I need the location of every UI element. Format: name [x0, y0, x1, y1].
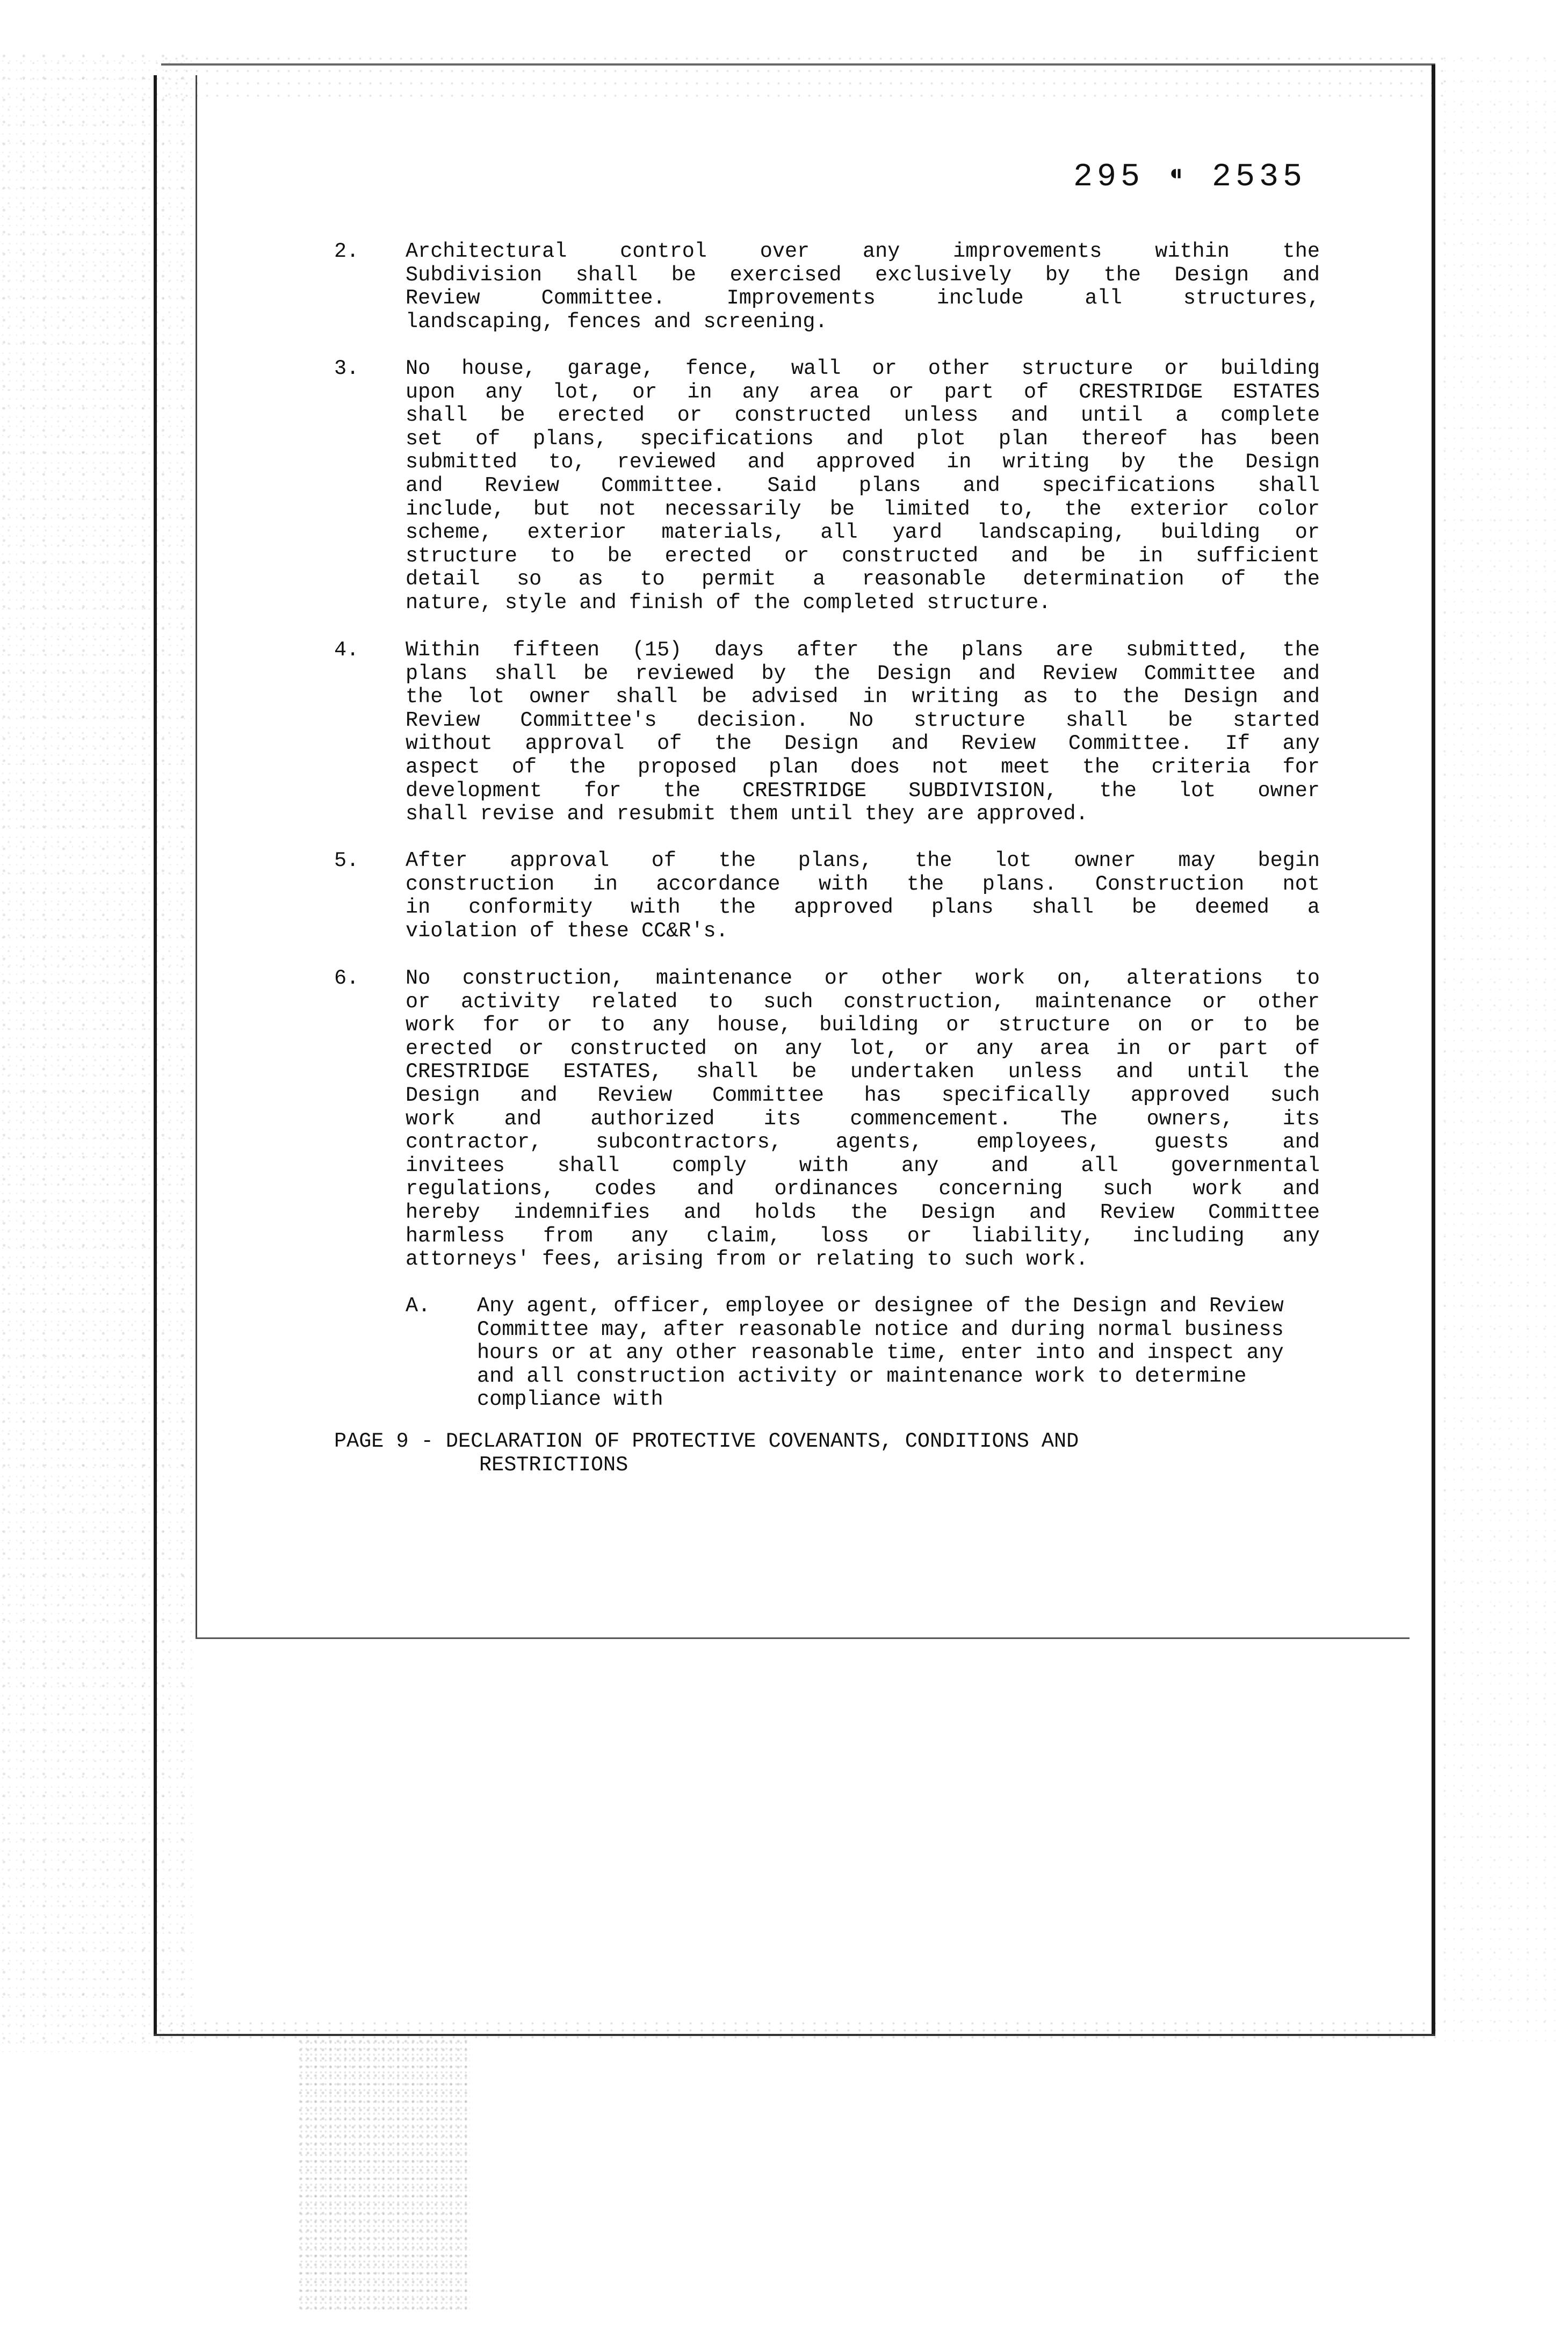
text-line: work for or to any house, building or structure on or to be [406, 1013, 1320, 1037]
paragraph-body [406, 967, 1320, 1272]
paragraph-number: 4. [334, 638, 359, 662]
text-line: Review Committee. Improvements include all structures, [406, 286, 1320, 311]
text-line: detail so as to permit a reasonable determination of the [406, 567, 1320, 591]
inner-sheet-edge-bottom [196, 1637, 1410, 1639]
text-line: CRESTRIDGE ESTATES, shall be undertaken unless and until the [406, 1060, 1320, 1084]
text-line: without approval of the Design and Review Committee. If any [406, 732, 1320, 756]
text-line: activity or maintenance work to determine compliance with [477, 1364, 1247, 1412]
text-line: No construction, maintenance or other work on, alterations to [406, 966, 1320, 990]
text-line: No house, garage, fence, wall or other structure or building [406, 357, 1320, 380]
subparagraph-letter: A. [406, 1294, 431, 1318]
text-line: work and authorized its commencement. The owners, its [406, 1107, 1320, 1131]
text-line: erected or constructed on any lot, or any area in or part of [406, 1036, 1320, 1060]
text-line: structure to be erected or constructed and be in sufficient [406, 544, 1320, 568]
text-line: contractor, subcontractors, agents, employees, guests and [406, 1130, 1320, 1154]
text-line: Any agent, officer, employee or designee of the Design [477, 1294, 1147, 1318]
text-line: upon any lot, or in any area or part of CRESTRIDGE ESTATES [406, 380, 1320, 404]
text-line: in conformity with the approved plans shall be deemed a [406, 896, 1320, 920]
text-line: Review Committee's decision. No structure shall be started [406, 708, 1320, 732]
text-line: include, but not necessarily be limited to, the exterior color [406, 497, 1320, 521]
text-line: development for the CRESTRIDGE SUBDIVISION, the lot owner [406, 778, 1320, 803]
text-line: the lot owner shall be advised in writing as to the Design and [406, 685, 1320, 709]
paragraph-body [406, 639, 1320, 826]
text-line: nature, style and finish of the completed structure. [406, 590, 1051, 615]
paragraph-number: 3. [334, 357, 359, 380]
text-line: plans shall be reviewed by the Design and Review Committee and [406, 661, 1320, 685]
scan-noise-top [161, 54, 1450, 97]
text-line: Subdivision shall be exercised exclusively by the Design and [406, 263, 1320, 287]
text-line: shall be erected or constructed unless and until a complete [406, 403, 1320, 428]
paragraph-number: 2. [334, 240, 359, 263]
page-edge-bottom [154, 2034, 1435, 2036]
page-number: 295 ⁌ 2535 [1073, 159, 1307, 196]
page-edge-top [161, 63, 1435, 66]
page-footer [334, 1430, 1301, 1477]
page-edge-left [154, 75, 157, 2036]
text-line: aspect of the proposed plan does not meet the criteria for [406, 755, 1320, 779]
scan-noise-tab [298, 2039, 470, 2313]
scan-noise-right [1440, 54, 1558, 2041]
paragraph-body [406, 357, 1320, 615]
paragraph-body [406, 849, 1320, 943]
text-line: and Review Committee. Said plans and specifications shall [406, 473, 1320, 497]
text-line: After approval of the plans, the lot owner may begin [406, 849, 1320, 872]
text-line: shall revise and resubmit them until they are approved. [406, 802, 1088, 826]
text-line: scheme, exterior materials, all yard landscaping, building or [406, 521, 1320, 545]
text-line: attorneys' fees, arising from or relating to such work. [406, 1247, 1088, 1272]
page-edge-right [1432, 64, 1435, 2036]
scan-noise-bottom [156, 2020, 1445, 2041]
text-line: construction in accordance with the plans. Construction not [406, 872, 1320, 896]
text-line: Design and Review Committee has specifically approved such [406, 1083, 1320, 1107]
text-line: time, enter into and inspect any and all construction [477, 1341, 1284, 1388]
text-line: during normal business hours or at any other reasonable [477, 1317, 1284, 1365]
paragraph-number: 5. [334, 849, 359, 872]
paragraph-body [406, 240, 1320, 334]
text-line: and Review Committee may, after reasonable notice and [477, 1294, 1284, 1341]
text-line: landscaping, fences and screening. [406, 309, 828, 334]
text-line: regulations, codes and ordinances concerning such work and [406, 1177, 1320, 1201]
text-line: or activity related to such construction, maintenance or other [406, 990, 1320, 1014]
paragraph-number: 6. [334, 966, 359, 990]
text-line: harmless from any claim, loss or liability, including any [406, 1224, 1320, 1248]
text-line: Architectural control over any improvements within the [406, 240, 1320, 263]
text-line: invitees shall comply with any and all governmental [406, 1153, 1320, 1178]
text-line: hereby indemnifies and holds the Design and Review Committee [406, 1200, 1320, 1224]
text-line: set of plans, specifications and plot plan thereof has been [406, 427, 1320, 451]
text-line: Within fifteen (15) days after the plans are submitted, the [406, 638, 1320, 662]
inner-sheet-edge-left [196, 75, 197, 1638]
footer-line: PAGE 9 - DECLARATION OF PROTECTIVE COVENANTS, CONDITIONS AND [334, 1430, 1079, 1453]
subparagraph-body [477, 1295, 1320, 1412]
footer-line: RESTRICTIONS [479, 1453, 628, 1477]
text-line: submitted to, reviewed and approved in writing by the Design [406, 450, 1320, 474]
text-line: violation of these CC&R's. [406, 919, 728, 943]
scan-noise-left [0, 54, 193, 2052]
